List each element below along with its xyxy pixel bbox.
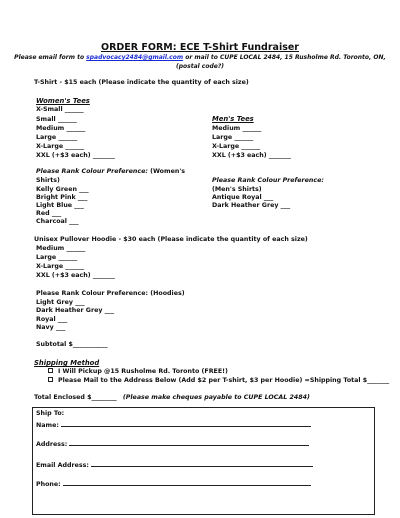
total-enclosed (34, 394, 310, 401)
ship-to-heading: Ship To: (36, 410, 65, 417)
shipping-heading: Shipping Method (34, 359, 100, 367)
mens-colour-heading: Please Rank Colour Preference: (212, 177, 324, 184)
mail-checkbox[interactable] (48, 377, 53, 382)
name-field[interactable] (36, 421, 311, 429)
colour-antique-royal[interactable]: Antique Royal ___ (212, 194, 274, 201)
name-label: Name: (36, 422, 59, 429)
pickup-label: I Will Pickup @15 Rusholme Rd. Toronto (FREE!) (58, 368, 228, 375)
womens-size-large[interactable]: Large ______ (36, 134, 78, 141)
womens-size-medium[interactable]: Medium ______ (36, 125, 86, 132)
total-enclosed-field[interactable]: Total Enclosed $________ (34, 394, 117, 401)
email-address-field[interactable] (36, 461, 313, 469)
womens-size-xxl[interactable]: XXL (+$3 each) _______ (36, 152, 115, 159)
email-address-label: Email Address: (36, 462, 89, 469)
hoodie-colour-light-grey[interactable]: Light Grey ___ (36, 299, 85, 306)
pickup-checkbox[interactable] (48, 368, 53, 373)
hoodie-colour-heading: Please Rank Colour Preference: (Hoodies) (36, 290, 185, 297)
name-line[interactable] (61, 421, 311, 427)
email-link[interactable]: spadvocacy2484@gmail.com (86, 54, 184, 61)
mens-size-xxl[interactable]: XXL (+$3 each) _______ (212, 152, 291, 159)
hoodie-heading: Unisex Pullover Hoodie - $30 each (Please indicate the quantity of each size) (34, 236, 308, 243)
hoodie-colour-navy[interactable]: Navy ___ (36, 324, 66, 331)
womens-colour-heading-line2: Shirts) (36, 177, 60, 184)
colour-charcoal[interactable]: Charcoal ___ (36, 218, 79, 225)
cheque-note: (Please make cheques payable to CUPE LOCAL 2484) (122, 394, 310, 401)
postal-code-note: (postal code?) (175, 63, 225, 70)
colour-kelly-green[interactable]: Kelly Green ___ (36, 186, 89, 193)
mens-colour-heading-line2: (Men's Shirts) (212, 186, 262, 193)
phone-field[interactable] (36, 480, 311, 488)
instructions-prefix: Please email form to (14, 54, 87, 61)
womens-size-xsmall[interactable]: X-Small ______ (36, 106, 84, 113)
mens-tees-heading: Men's Tees (212, 115, 254, 123)
hoodie-colour-royal[interactable]: Royal ___ (36, 316, 68, 323)
shipping-option-pickup[interactable] (48, 368, 228, 375)
phone-line[interactable] (63, 480, 311, 486)
instructions-suffix: or mail to CUPE LOCAL 2484, 15 Rusholme Rd. Toronto, ON, (183, 54, 386, 61)
colour-dark-heather-grey-mens[interactable]: Dark Heather Grey ___ (212, 202, 291, 209)
shipping-option-mail[interactable] (48, 377, 389, 384)
womens-tees-heading: Women's Tees (36, 97, 90, 105)
womens-size-small[interactable]: Small ______ (36, 116, 77, 123)
address-field[interactable] (36, 440, 309, 448)
womens-colour-heading (36, 168, 185, 175)
colour-red[interactable]: Red ___ (36, 210, 62, 217)
mens-size-large[interactable]: Large ______ (212, 134, 254, 141)
address-label: Address: (36, 441, 68, 448)
colour-light-blue[interactable]: Light Blue ___ (36, 202, 84, 209)
hoodie-colour-dark-heather-grey[interactable]: Dark Heather Grey ___ (36, 307, 115, 314)
form-title: ORDER FORM: ECE T-Shirt Fundraiser (101, 42, 299, 53)
hoodie-size-xlarge[interactable]: X-Large ______ (36, 263, 85, 270)
womens-colour-heading-text: Please Rank Colour Preference: (36, 168, 148, 175)
mens-size-xlarge[interactable]: X-Large ______ (212, 143, 261, 150)
phone-label: Phone: (36, 481, 61, 488)
womens-size-xlarge[interactable]: X-Large ______ (36, 143, 85, 150)
colour-bright-pink[interactable]: Bright Pink ___ (36, 194, 88, 201)
mens-size-medium[interactable]: Medium ______ (212, 125, 262, 132)
tshirt-heading: T-Shirt - $15 each (Please indicate the quantity of each size) (34, 79, 249, 86)
mail-label: Please Mail to the Address Below (Add $2 per T-shirt, $3 per Hoodie) =Shipping Total $_______ (58, 377, 390, 384)
submission-instructions (0, 54, 400, 61)
email-address-line[interactable] (91, 461, 313, 467)
hoodie-size-xxl[interactable]: XXL (+$3 each) _______ (36, 272, 115, 279)
hoodie-size-large[interactable]: Large ______ (36, 254, 78, 261)
subtotal-field[interactable]: Subtotal $___________ (36, 341, 108, 348)
address-line[interactable] (69, 440, 309, 446)
hoodie-size-medium[interactable]: Medium ______ (36, 245, 86, 252)
womens-colour-heading-tail: (Women's (150, 168, 185, 175)
